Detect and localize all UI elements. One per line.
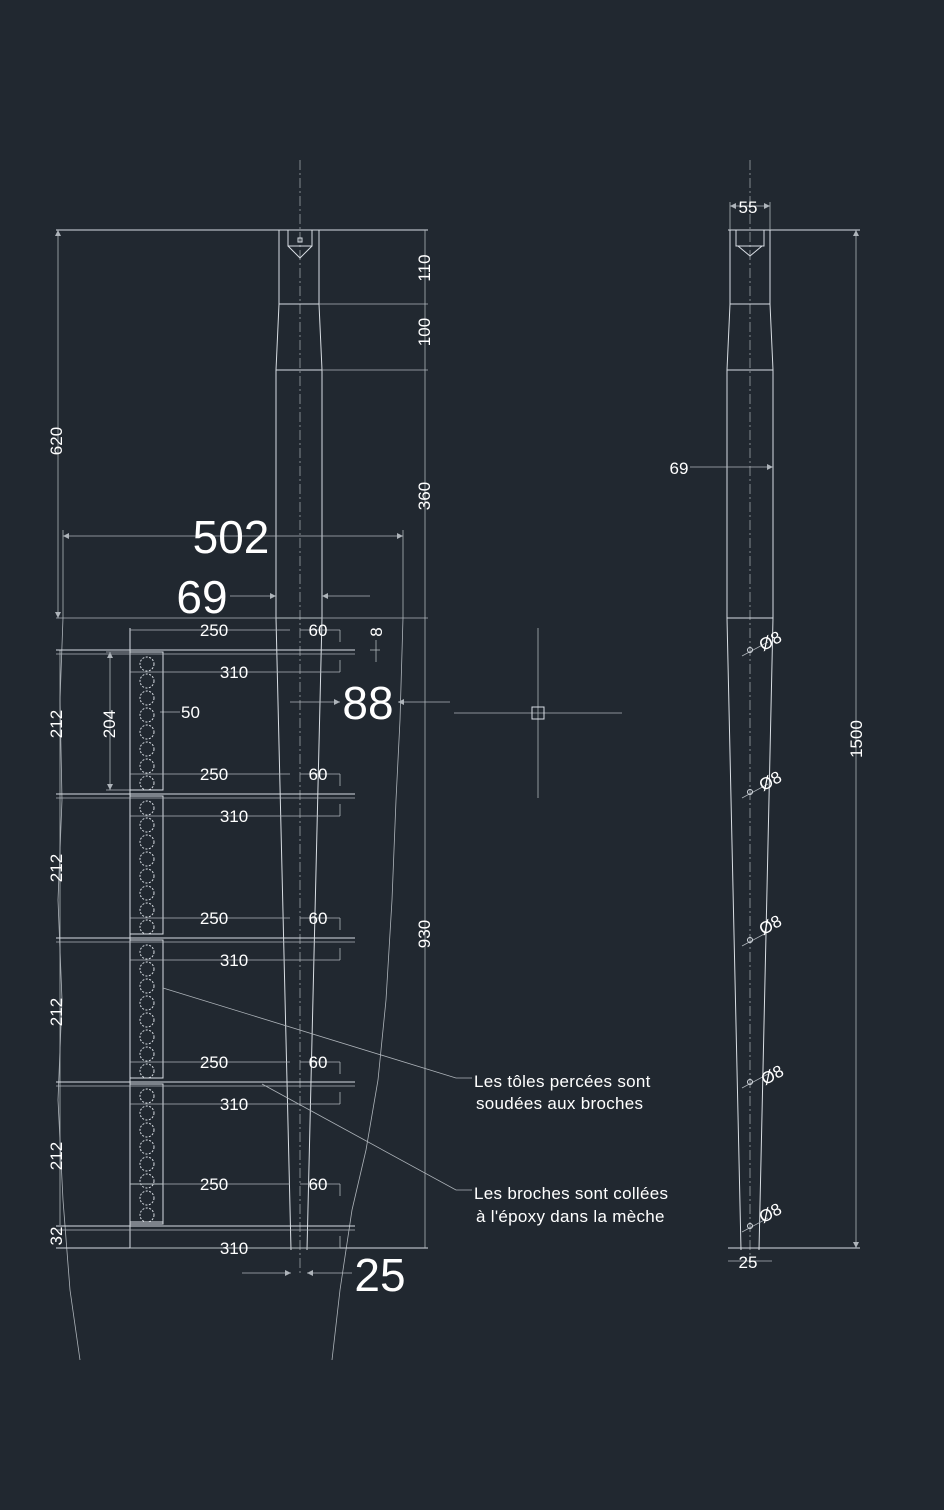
plate-hole: [140, 725, 154, 739]
plate-hole: [140, 674, 154, 688]
plate-hole: [140, 1140, 154, 1154]
plate-hole: [140, 835, 154, 849]
plate-hole: [140, 852, 154, 866]
plate-hole: [140, 979, 154, 993]
crosshair-cursor: [454, 628, 622, 798]
dim-60-2: 60: [308, 765, 328, 784]
dim-310-4: 310: [219, 1095, 249, 1114]
plate-hole: [140, 1089, 154, 1103]
plate-hole: [140, 1013, 154, 1027]
plate-hole: [140, 869, 154, 883]
plate-hole: [140, 1208, 154, 1222]
dim-250-5: 250: [199, 1175, 229, 1194]
dim-100: 100: [415, 317, 434, 347]
dim-250-2: 250: [199, 765, 229, 784]
pin-plate: [130, 940, 163, 1078]
plate-hole: [140, 801, 154, 815]
note-plates-line-2: soudées aux broches: [476, 1094, 644, 1113]
dim-69: 69: [176, 571, 228, 623]
plate-hole: [140, 996, 154, 1010]
side-dim-1500: 1500: [847, 720, 866, 758]
plate-hole: [140, 886, 154, 900]
dim-88: 88: [342, 677, 394, 729]
dim-212-b: 212: [47, 853, 66, 883]
dim-250-4: 250: [199, 1053, 229, 1072]
dim-212-d: 212: [47, 1141, 66, 1171]
plate-hole: [140, 1157, 154, 1171]
side-dim-55: 55: [738, 198, 758, 217]
front-view: [56, 160, 472, 1360]
dim-310-5: 310: [219, 1239, 249, 1258]
side-dia-8-5: Ø8: [755, 1199, 785, 1227]
dim-60-5: 60: [308, 1175, 328, 1194]
plate-hole: [140, 903, 154, 917]
dim-620: 620: [47, 426, 66, 456]
dim-930: 930: [415, 919, 434, 949]
dim-204: 204: [100, 709, 119, 739]
plate-hole: [140, 1191, 154, 1205]
dim-60-1: 60: [308, 621, 328, 640]
plate-hole: [140, 1047, 154, 1061]
plate-hole: [140, 1123, 154, 1137]
dim-212-a: 212: [47, 709, 66, 739]
plate-hole: [140, 962, 154, 976]
dim-310-3: 310: [219, 951, 249, 970]
note-leader-pins: [262, 1084, 472, 1190]
dim-212-c: 212: [47, 997, 66, 1027]
plate-hole: [140, 1064, 154, 1078]
side-dia-8-1: Ø8: [755, 627, 785, 655]
side-dim-25: 25: [738, 1253, 758, 1272]
dim-60-4: 60: [308, 1053, 328, 1072]
plate-hole: [140, 1030, 154, 1044]
dim-25: 25: [354, 1249, 406, 1301]
side-dia-8-2: Ø8: [755, 767, 785, 795]
front-shaft-outline: [276, 230, 322, 1250]
side-dia-8-3: Ø8: [755, 911, 785, 939]
dim-250-1: 250: [199, 621, 229, 640]
dim-110: 110: [415, 254, 434, 282]
pin-plate: [130, 796, 163, 934]
note-plates-line-1: Les tôles percées sont: [474, 1072, 651, 1091]
dim-310-1: 310: [219, 663, 249, 682]
note-pins-line-2: à l'époxy dans la mèche: [476, 1207, 665, 1226]
plate-hole: [140, 742, 154, 756]
pin-plate: [130, 1084, 163, 1222]
plate-hole: [140, 818, 154, 832]
side-view: [690, 160, 860, 1265]
pin-plate: [130, 1184, 163, 1224]
plate-hole: [140, 1106, 154, 1120]
dim-360: 360: [415, 481, 434, 511]
plate-hole: [140, 945, 154, 959]
dim-60-3: 60: [308, 909, 328, 928]
dim-310-2: 310: [219, 807, 249, 826]
plate-hole: [140, 1174, 154, 1188]
note-pins-line-1: Les broches sont collées: [474, 1184, 669, 1203]
plate-hole: [140, 657, 154, 671]
side-dim-69: 69: [669, 459, 689, 478]
dim-502: 502: [192, 511, 270, 563]
plate-hole: [140, 920, 154, 934]
plate-hole: [140, 776, 154, 790]
pin-plate: [130, 652, 163, 790]
dim-250-3: 250: [199, 909, 229, 928]
plate-hole: [140, 759, 154, 773]
side-dia-8-4: Ø8: [757, 1061, 787, 1089]
plate-hole: [140, 691, 154, 705]
plate-hole: [140, 708, 154, 722]
dim-50: 50: [181, 703, 200, 722]
dim-8: 8: [367, 627, 386, 637]
dim-32: 32: [47, 1226, 66, 1246]
